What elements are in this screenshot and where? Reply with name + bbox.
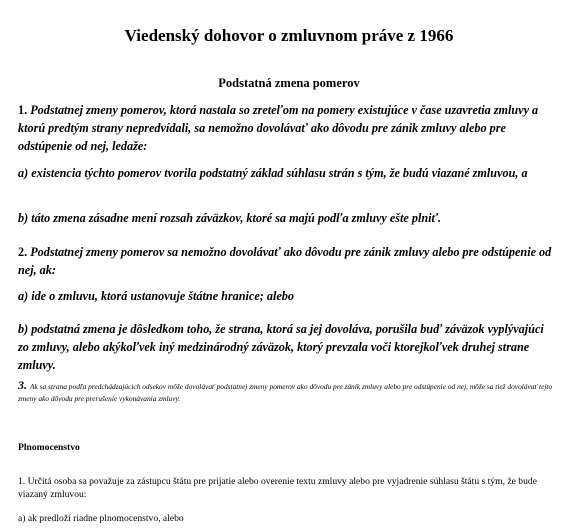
paragraph-text: Ak sa strana podľa predchádzajúcich odsekov môže dovolávať podstatnej zmeny pomerov ako dôvodu pre zánik zmluvy alebo pre odstúpenie od nej, môže sa tiež dovolávať tejto zmeny ako dôvodu pre prerušenie vykonávania zmluvy. [18, 382, 553, 403]
paragraph-1 [18, 101, 554, 155]
paragraph-2b: b) podstatná zmena je dôsledkom toho, že strana, ktorá sa jej dovoláva, porušila buď záväzok vyplývajúci zo zmluvy, alebo akýkoľvek iný medzinárodný záväzok, ktorý prevzala voči ktorejkoľvek druhej strane zmluvy. [18, 322, 544, 372]
paragraph-1a: a) existencia týchto pomerov tvorila podstatný základ súhlasu strán s tým, že budú viazané zmluvou, a [18, 166, 528, 180]
paragraph-3 [18, 379, 554, 405]
paragraph-number: 2. [18, 245, 28, 259]
plain-paragraph-1a: a) ak predloží riadne plnomocenstvo, alebo [18, 513, 184, 524]
plain-paragraph-1: 1. Určitá osoba sa považuje za zástupcu štátu pre prijatie alebo overenie textu zmluvy alebo pre vyjadrenie súhlasu štátu s tým, že bude viazaný zmluvou: [18, 476, 537, 500]
paragraph-text: Podstatnej zmeny pomerov sa nemožno dovolávať ako dôvodu pre zánik zmluvy alebo pre odstúpenie od nej, ak: [18, 245, 552, 277]
section-heading: Plnomocenstvo [18, 442, 80, 453]
paragraph-number: 3. [18, 378, 27, 392]
section-title: Podstatná zmena pomerov [218, 76, 360, 90]
document-title: Viedenský dohovor o zmluvnom práve z 1966 [124, 26, 454, 45]
paragraph-1b: b) táto zmena zásadne mení rozsah záväzkov, ktoré sa majú podľa zmluvy ešte plniť. [18, 211, 442, 225]
paragraph-2a: a) ide o zmluvu, ktorá ustanovuje štátne hranice; alebo [18, 289, 294, 303]
paragraph-2 [18, 243, 554, 279]
paragraph-text: Podstatnej zmeny pomerov, ktorá nastala so zreteľom na pomery existujúce v čase uzavretia zmluvy a ktorú predtým strany nepredvídali, sa nemožno dovolávať ako dôvodu pre zánik zmluvy alebo pre odstúpenie od nej, ledaže: [18, 103, 539, 153]
paragraph-number: 1. [18, 103, 28, 117]
